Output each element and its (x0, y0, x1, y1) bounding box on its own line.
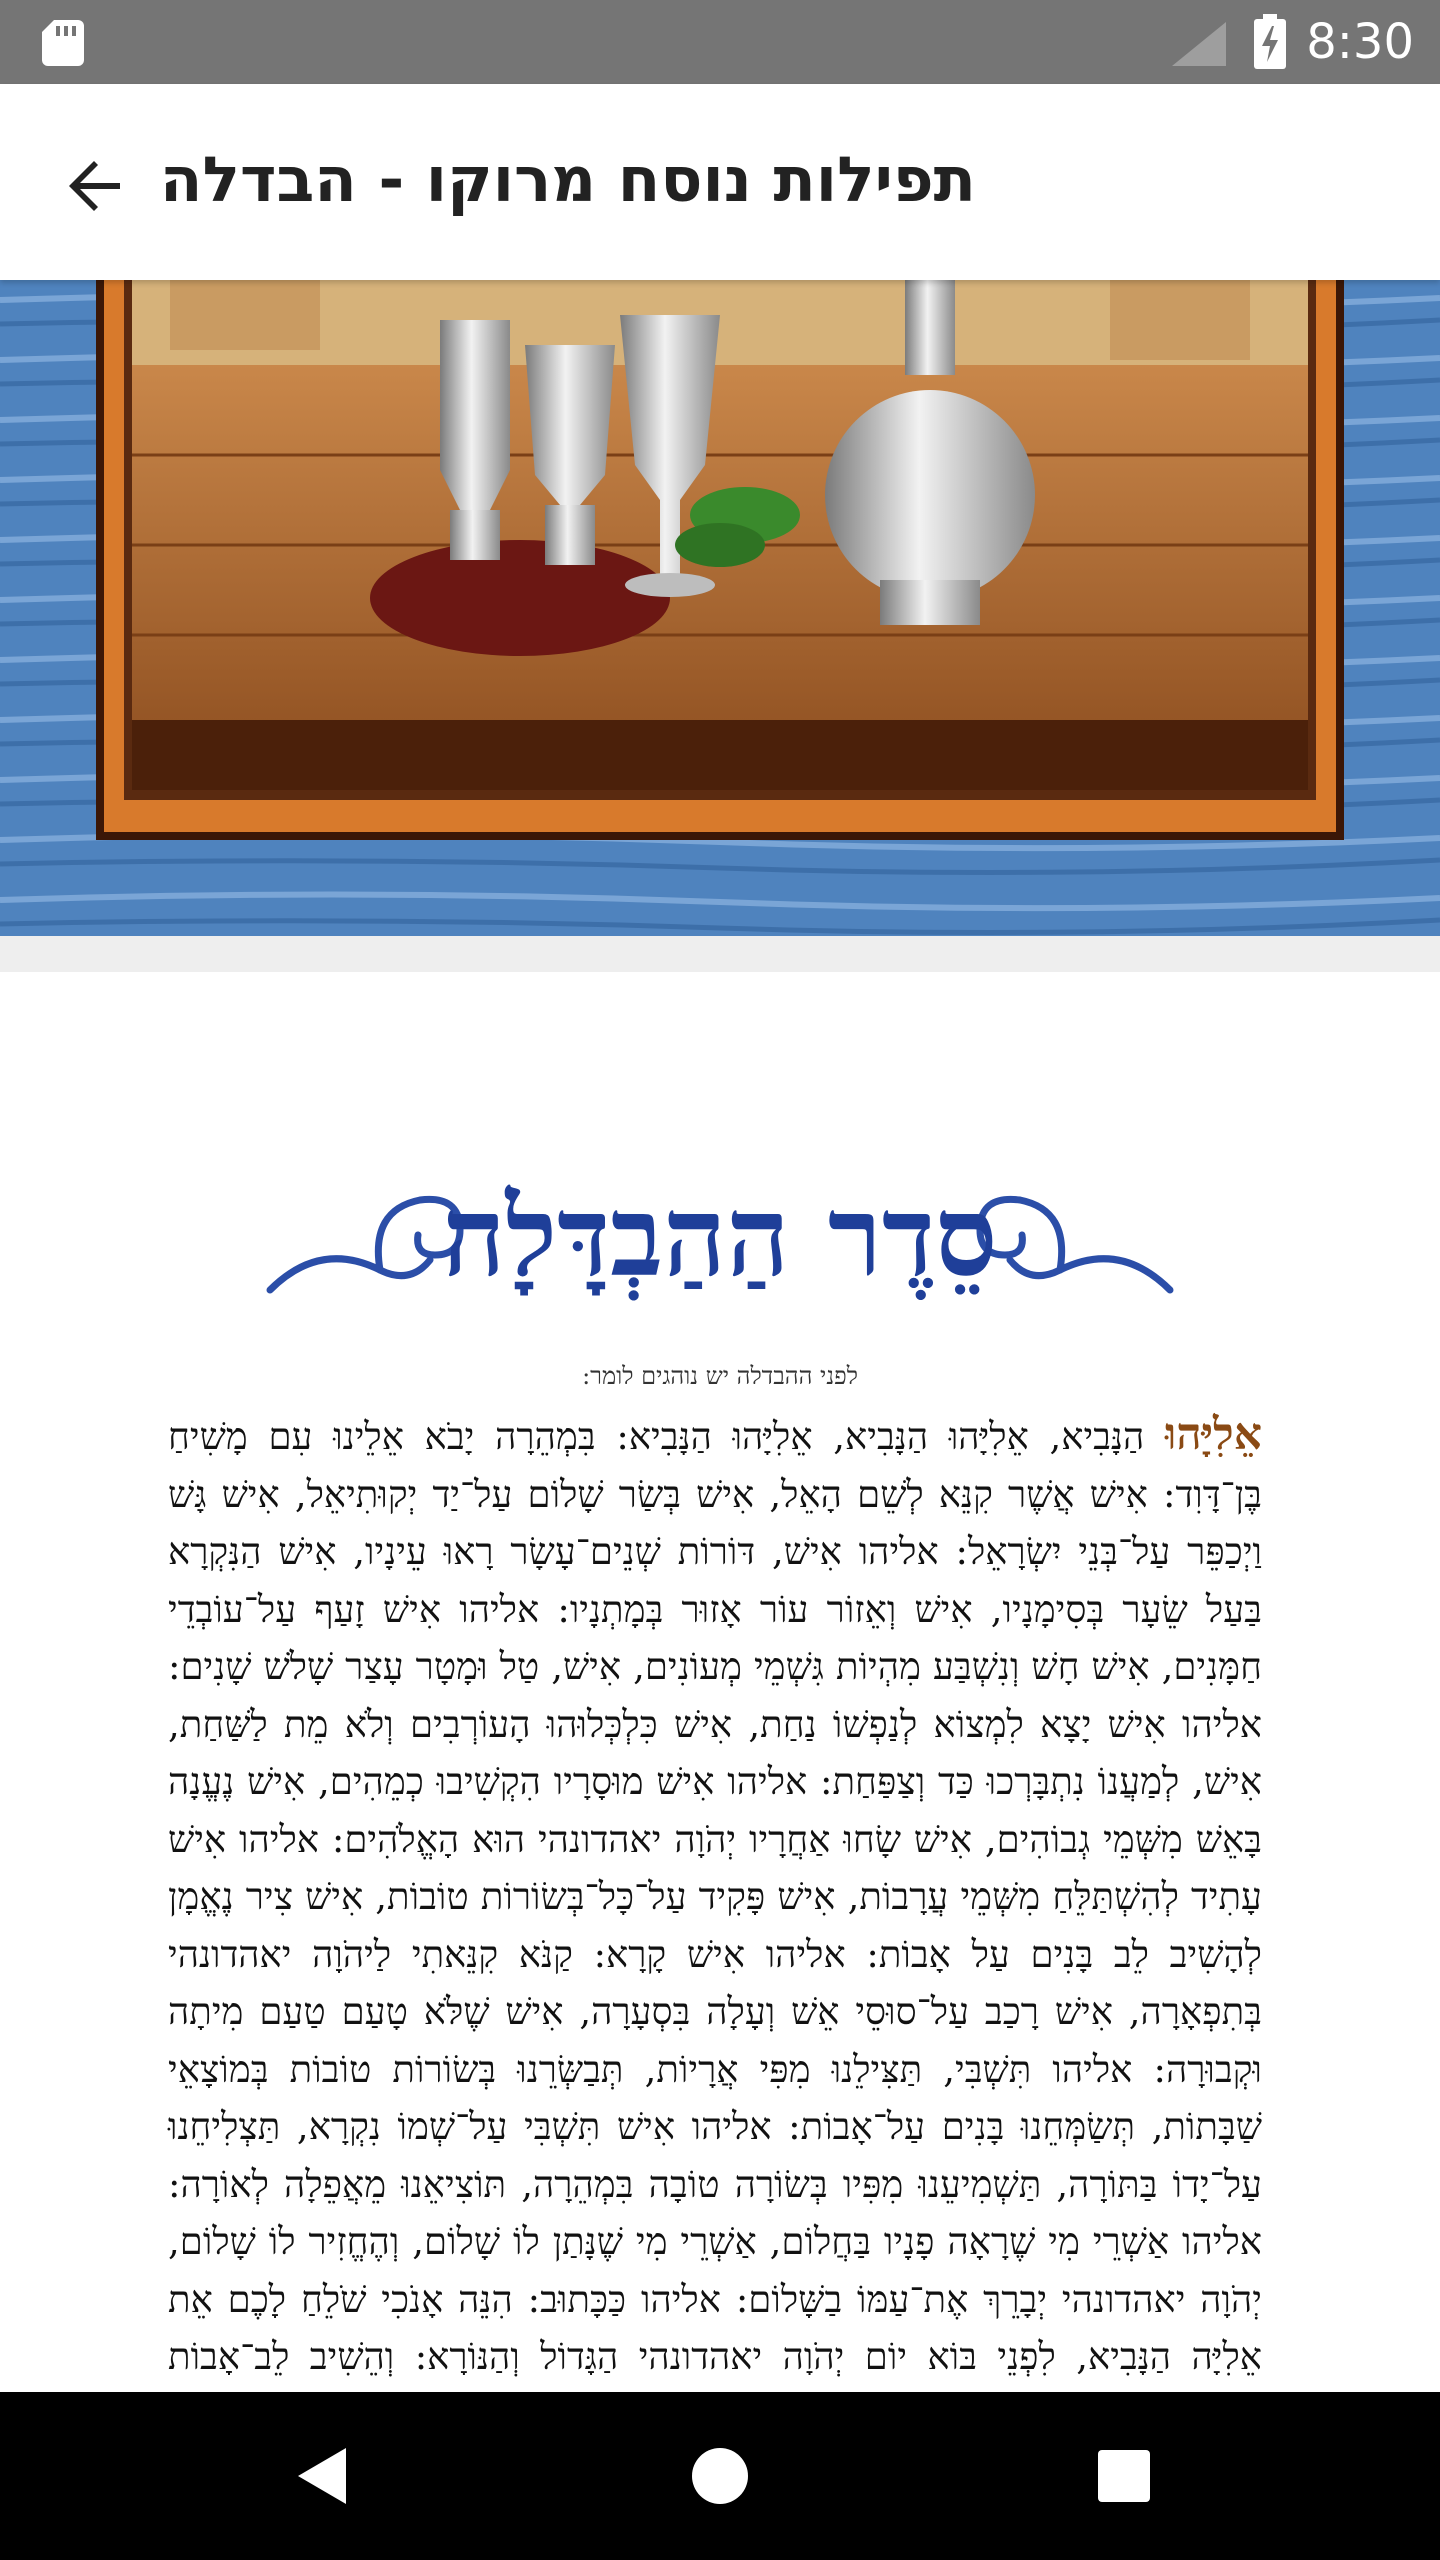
status-time: 8:30 (1306, 14, 1414, 70)
havdalah-banner-image (0, 280, 1440, 936)
status-bar (0, 0, 1440, 84)
system-nav-bar (0, 2392, 1440, 2560)
intro-text: לפני ההבדלה יש נוהגים לומר: (582, 1362, 858, 1390)
prayer-body: הַנָּבִיא, אֵלִיָּהוּ הַנָּבִיא, אֵלִיָּהוּ הַנָּבִיא: בִּמְהֵרָה יָבֹא אֵלֵינוּ עִם מָשִׁיחַ בֶּן־דָּוִד: אִישׁ אֲשֶׁר קִנֵּא לְשֵׁם הָאֵל, אִישׁ בְּשַׂר שָׁלוֹם עַל־יַד יְקוּתִיאֵל, אִישׁ גָּשׁ וַיְכַפֵּר עַל־בְּנֵי יִשְׂרָאֵל: אליהו אִישׁ, דּוֹרוֹת שְׁנֵים־עָשָׂר רָאוּ עֵינָיו, אִישׁ הַנִּקְרָא בַּעַל שֵׂעָר בְּסִימָנָיו, אִישׁ וְאֵזוֹר עוֹר אָזוּר בְּמָתְנָיו: אליהו אִישׁ זָעַף עַל־עוֹבְדֵי חַמָּנִים, אִישׁ חָשׁ וְנִשְׁבַּע מִהְיוֹת גִּשְׁמֵי מְעוֹנִים, אִישׁ, טַל וּמָטָר עָצַר שָׁלֹשׁ שָׁנִים: אליהו אִישׁ יָצָא לִמְצוֹא לְנַפְשׁוֹ נַחַת, אִישׁ כִּלְכְּלוּהוּ הָעוֹרְבִים וְלֹא מֵת לַשַּׁחַת, אִישׁ, לְמַעֲנוֹ נִתְבָּרְכוּ כַּד וְצַפַּחַת: אליהו אִישׁ מוּסָרָיו הִקְשִׁיבוּ כְמֵהִים, אִישׁ נֶעֱנָה בָּאֵשׁ מִשְּׁמֵי גְבוֹהִים, אִישׁ שָׂחוּ אַחֲרָיו יְהֹוָה יאהדונהי הוּא הָאֱלֹהִים: אליהו אִישׁ עָתִיד לְהִשְׁתַּלֵּחַ מִשְּׁמֵי עֲרָבוֹת, אִישׁ פָּקִיד עַל־כָּל־בְּשׂוֹרוֹת טוֹבוֹת, אִישׁ צִיר נֶאֱמָן לְהָשִׁיב לֵב בָּנִים עַל אָבוֹת: אליהו אִישׁ קָרָא: קַנֹּא קִנֵּאתִי לַיהֹוָה יאהדונהי בְּתִפְאָרָה, אִישׁ רָכַב עַל־סוּסֵי אֵשׁ וְעָלָה בִּסְעָרָה, אִישׁ שֶׁלֹּא טָעַם טַעַם מִיתָה וּקְבוּרָה: אליהו תִּשְׁבִּי, תַּצִּילֵנוּ מִפִּי אֲרָיוֹת, תְּבַשְּׂרֵנוּ בְּשׂוֹרוֹת טוֹבוֹת בְּמוֹצָאֵי שַׁבָּתוֹת, תְּשַׂמְּחֵנוּ בָּנִים עַל־אָבוֹת: אליהו אִישׁ תִּשְׁבִּי עַל־שְׁמוֹ נִקְרָא, תַּצְלִיחֵנוּ עַל־יָדוֹ בַּתּוֹרָה, תַּשְׁמִיעֵנוּ מִפִּיו בְּשׂוֹרָה טוֹבָה בִּמְהֵרָה, תּוֹצִיאֵנוּ מֵאֲפֵלָה לְאוֹרָה: אליהו אַשְׁרֵי מִי שֶׁרָאָה פָנָיו בַּחֲלוֹם, אַשְׁרֵי מִי שֶׁנָּתַן לוֹ שָׁלוֹם, וְהֶחֱזִיר לוֹ שָׁלוֹם, יְהֹוָה יאהדונהי יְבָרֵךְ אֶת־עַמּוֹ בַשָּׁלוֹם: אליהו כַּכָּתוּב: הִנֵּה אָנֹכִי שֹׁלֵחַ לָכֶם אֵת אֵלִיָּה הַנָּבִיא, לִפְנֵי בּוֹא יוֹם יְהֹוָה יאהדונהי הַגָּדוֹל וְהַנּוֹרָא: וְהֵשִׁיב לֵב־אָבוֹת (168, 1415, 1262, 2378)
kiddush-cup-icon (440, 315, 720, 597)
prayer-text (168, 1406, 1262, 2443)
nav-recents-icon[interactable] (1084, 2436, 1164, 2516)
divider-strip (0, 936, 1440, 972)
arrow-back-icon[interactable] (56, 146, 136, 226)
app-bar (0, 84, 1440, 280)
page-title: תפילות נוסח מרוקו - הבדלה (159, 143, 976, 216)
battery-charging-icon (1250, 14, 1290, 70)
sd-card-icon (40, 18, 86, 66)
prayer-first-word: אֵלִיָּהוּ (1165, 1409, 1263, 1460)
prayer-heading: סֵדֶר הַהַבְדָּלָה (442, 1172, 998, 1301)
signal-icon (1170, 20, 1228, 68)
nav-home-icon[interactable] (680, 2436, 760, 2516)
nav-back-icon[interactable] (284, 2436, 364, 2516)
